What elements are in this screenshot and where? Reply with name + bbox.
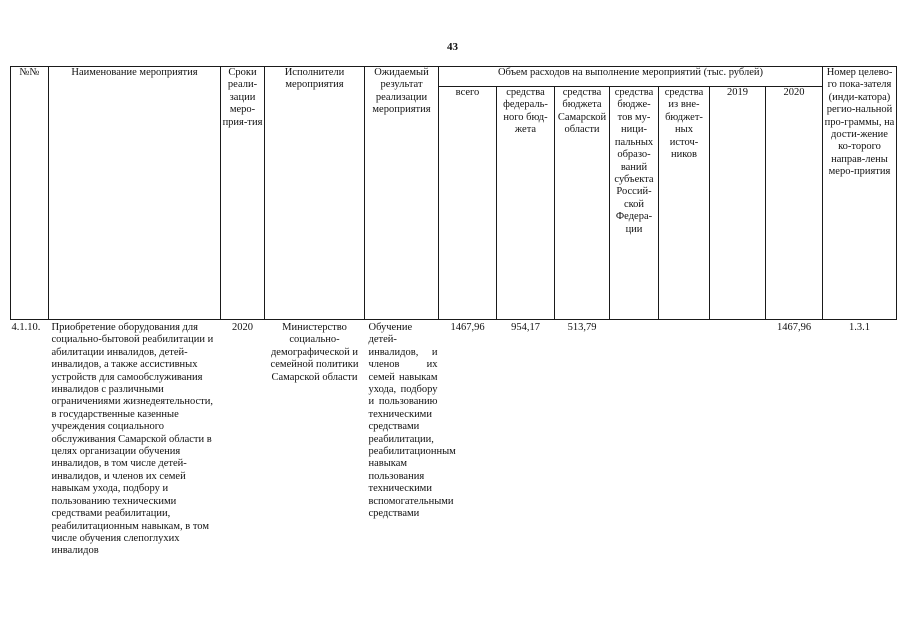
header-year-2019: 2019 <box>710 87 766 320</box>
header-extra-budgetary: средства из вне-бюджет-ных источ-ников <box>659 87 710 320</box>
row-indicator: 1.3.1 <box>849 322 870 333</box>
row-regional: 513,79 <box>567 322 597 333</box>
row-name-cell <box>49 320 221 620</box>
header-expected-result: Ожидаемый результат реализации мероприятия <box>365 67 439 320</box>
row-year-2019 <box>710 320 766 620</box>
header-executors: Исполнители мероприятия <box>265 67 365 320</box>
row-executors: Министерство социально-демографической и семейной политики Самарской области <box>270 322 359 383</box>
header-total: всего <box>439 87 497 320</box>
header-num: №№ <box>11 67 49 320</box>
header-indicator: Номер целево-го пока-зателя (инди-катора) регио-нальной про-граммы, на дости-жение ко-торого направ-лены меро-приятия <box>823 67 897 320</box>
row-expected-result: Обучение детей-инвалидов, и членов их семей навыкам ухода, подбору и пользованию техническими средствами реабилитации, реабилитационным навыкам пользования техническими вспомогательными средствами <box>368 322 456 520</box>
header-federal: средства федераль-ного бюд-жета <box>497 87 555 320</box>
header-terms: Сроки реали-зации меро-прия-тия <box>221 67 265 320</box>
budget-table <box>10 66 897 620</box>
header-regional: средства бюджета Самарской области <box>555 87 610 320</box>
row-total: 1467,96 <box>450 322 485 333</box>
row-terms: 2020 <box>232 322 253 333</box>
row-federal: 954,17 <box>511 322 540 333</box>
page-number: 43 <box>447 41 458 53</box>
row-year-2020: 1467,96 <box>776 322 812 333</box>
row-municipal <box>610 320 659 620</box>
row-executors-cell <box>265 320 365 620</box>
row-expected-cell <box>365 320 456 620</box>
row-name: Приобретение оборудования для социально-бытовой реабилитации и абилитации инвалидов, детей-инвалидов, а также ассистивных устройств для самообслуживания инвалидов с различными ограничениями жизнедеятельности, в государственные казенные учреждения социального обслуживания Самарской области в целях организации обучения инвалидов, в том числе детей-инвалидов, и членов их семей навыкам ухода, подбору и пользованию техническими средствами реабилитации, реабилитационным навыкам, в том числе обучения слепоглухих инвалидов <box>51 322 214 557</box>
row-extra-budgetary <box>659 320 710 620</box>
header-expense-volume: Объем расходов на выполнение мероприятий (тыс. рублей) <box>439 67 823 87</box>
table-row <box>11 320 897 620</box>
header-year-2020: 2020 <box>766 87 823 320</box>
row-num: 4.1.10. <box>11 322 41 333</box>
header-municipal: средства бюдже-тов му-ници-пальных образо-ваний субъекта Россий-ской Федера-ции <box>610 87 659 320</box>
header-name: Наименование мероприятия <box>49 67 221 320</box>
